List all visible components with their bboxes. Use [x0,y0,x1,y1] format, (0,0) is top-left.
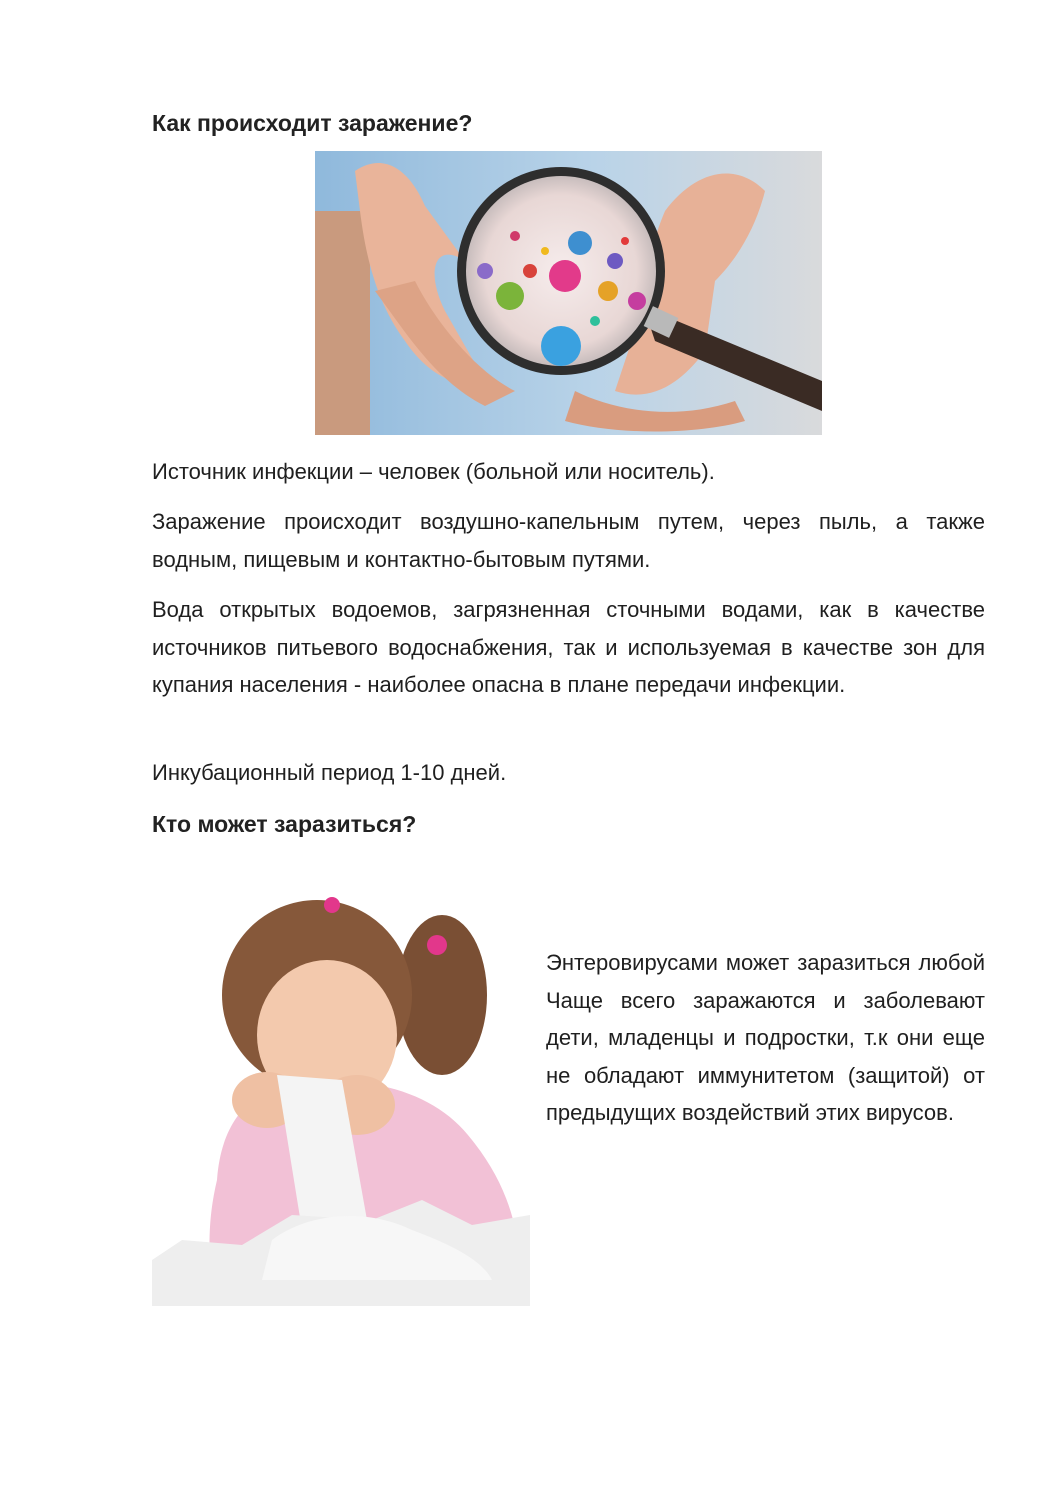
water-risk-text: Вода открытых водоемов, загрязненная сточными водами, как в качестве источников питьевого водоснабжения, так и используемая в качестве зон для купания населения - наиболее опасна в плане передачи инфекции. [152,597,985,697]
magnifier-germs-image [315,151,822,435]
transmission-text: Заражение происходит воздушно-капельным путем, через пыль, а также водным, пищевым и контактно-бытовым путями. [152,509,985,572]
section-heading-who: Кто может заразиться? [152,811,417,837]
section-heading-infection: Как происходит заражение? [152,110,473,136]
incubation-text: Инкубационный период 1-10 дней. [152,760,507,785]
infection-source-text: Источник инфекции – человек (больной или носитель). [152,459,715,484]
girl-sneezing-image [152,880,530,1306]
who-can-get-infected-text: Энтеровирусами может заразиться любой Чаще всего заражаются и заболевают дети, младенцы и подростки, т.к они еще не обладают иммунитетом (защитой) от предыдущих воздействий этих вирусов. [546,950,985,1125]
